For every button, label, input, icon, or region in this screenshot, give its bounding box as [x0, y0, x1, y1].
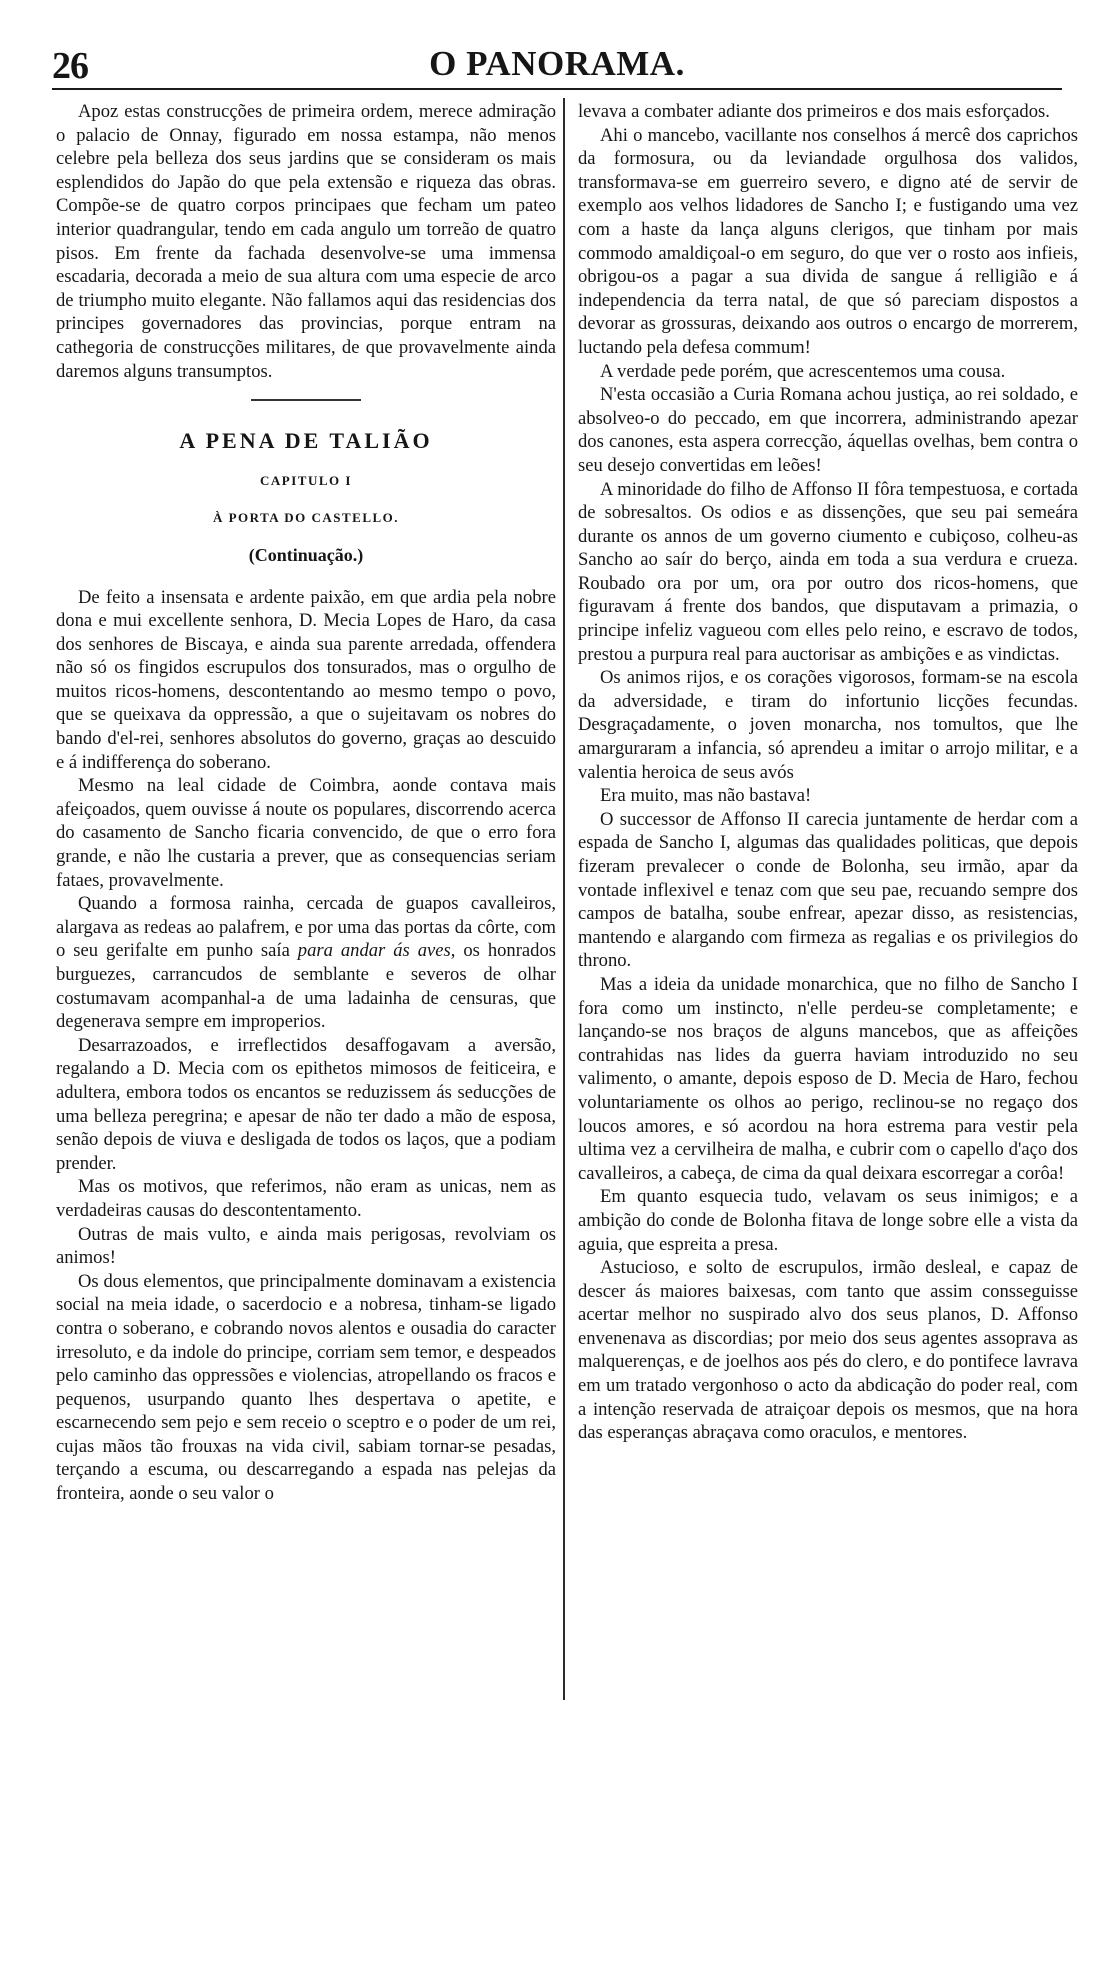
paragraph: O successor de Affonso II carecia juntamente de herdar com a espada de Sancho I, algumas das qualidades politicas, que depois fizeram prevalecer o conde de Bolonha, seu irmão, apar da vontade inflexivel e tenaz com que seu pae, recuando sempre dos campos de batalha, soube enfrear, apezar disso, as resistencias, mantendo e alargando com firmeza as regalias e os privilegios do throno. [578, 808, 1078, 972]
right-article-body [578, 100, 1078, 1445]
column-divider [563, 98, 565, 1700]
paragraph: A verdade pede porém, que acrescentemos uma cousa. [600, 360, 1006, 382]
paragraph: Era muito, mas não bastava! [600, 785, 812, 807]
left-article-body [56, 586, 556, 1506]
paragraph: Mesmo na leal cidade de Coimbra, aonde contava mais afeiçoados, quem ouvisse á noute os populares, discorrendo acerca do casamento de Sancho ficaria convencido, de que o erro fora grande, e não lhe custaria a prever, que as consequencias seriam fataes, provavelmente. [56, 775, 556, 891]
paragraph: Mas os motivos, que referimos, não eram as unicas, nem as verdadeiras causas do descontentamento. [56, 1176, 556, 1221]
chapter-heading: CAPITULO I [260, 472, 352, 488]
header-rule [52, 88, 1062, 90]
paragraph: Os animos rijos, e os corações vigorosos, formam-se na escola da adversidade, e tiram do infortunio licções fecundas. Desgraçadamente, o joven monarcha, nos tomultos, que lhe amarguraram a infancia, só aprendeu a imitar o arrojo militar, e a valentia heroica de seus avós [578, 667, 1078, 783]
italic-phrase: para andar ás aves [297, 940, 451, 962]
paragraph: Astucioso, e solto de escrupulos, irmão desleal, e capaz de descer ás maiores baixesas, com tanto que assim consseguisse acertar melhor no suspirado alvo dos seus planos, D. Affonso envenenava as discordias; por meio dos seus agentes assoprava as malquerenças, e de joelhos aos pés do clero, e do pontifece lavrava em um tratado vergonhoso o acto da abdicação do poder real, com a intenção reservada de atraiçoar depois os mesmos, que na hora das esperanças abraçava como oraculos, e mentores. [578, 1257, 1078, 1444]
right-column [578, 100, 1078, 1445]
page-header [52, 44, 1062, 90]
paragraph: Desarrazoados, e irreflectidos desaffogavam a aversão, regalando a D. Mecia com os epithetos mimosos de feiticeira, e adultera, embora todos os encantos se reduzissem ás seducções de uma belleza peregrina; e apesar de não ter dado a mão de esposa, senão depois de viuva e desligada de todos os laços, que a podiam prender. [56, 1034, 556, 1174]
paragraph: Os dous elementos, que principalmente dominavam a existencia social na meia idade, o sacerdocio e a nobresa, tinham-se ligado contra o soberano, e cobrando novos alentos e ousadia do caracter irresoluto, e da indole do principe, corriam sem temor, e despeados pelo caminho das oppressões e violencias, atropellando os fracos e pequenos, usurpando quanto lhes despertava o apetite, e escarnecendo sem pejo e sem receio o sceptro e o poder de um rei, cujas mãos tão frouxas na vida civil, sabiam tornar-se pesadas, terçando a escuma, ou descarregando a espada nas pelejas da fronteira, aonde o seu valor o [56, 1270, 556, 1505]
page-number: 26 [52, 45, 88, 87]
paragraph: N'esta occasião a Curia Romana achou justiça, ao rei soldado, e absolveo-o do peccado, em que incorrera, administrando apezar dos canones, esta aspera correcção, áquellas ovelhas, bem contra o seu desejo convertidas em leões! [578, 384, 1078, 476]
paragraph: De feito a insensata e ardente paixão, em que ardia pela nobre dona e mui excellente senhora, D. Mecia Lopes de Haro, da casa dos senhores de Biscaya, e ainda sua parente arredada, offendera não só os fingidos escrupulos dos tonsurados, mas o orgulho de muitos ricos-homens, descontentando ao mesmo tempo o povo, que se queixava da oppressão, a que o sujeitavam os nobres do bando d'el-rei, senhores absolutos do governo, graças ao descuido e á indifferença do soberano. [56, 586, 556, 773]
paragraph: Outras de mais vulto, e ainda mais perigosas, revolviam os animos! [56, 1223, 556, 1269]
masthead-title: O PANORAMA. [429, 44, 685, 83]
paragraph: Apoz estas construcções de primeira ordem, merece admiração o palacio de Onnay, figurado em nossa estampa, não menos celebre pela belleza dos seus jardins que se consideram os mais esplendidos do Japão do que pela extensão e riqueza das obras. Compõe-se de quatro corpos principaes que fecham um pateo interior quadrangular, tendo em cada angulo um torreão de quatro pisos. Em frente da fachada desenvolve-se uma immensa escadaria, decorada a meio de sua altura com uma especie de arco de triumpho muito elegante. Não fallamos aqui das residencias dos principes governadores das provincias, porque entram na cathegoria de construcções militares, de que provavelmente ainda daremos alguns transumptos. [56, 101, 556, 382]
paragraph: Mas a ideia da unidade monarchica, que no filho de Sancho I fora como um instincto, n'elle perdeu-se completamente; e lançando-se nos braços de alguns mancebos, que as affeições contrahidas nas lides da guerra haviam introduzido no seu valimento, o amante, depois esposo de D. Mecia de Haro, fechou voluntariamente os olhos ao perigo, reclinou-se no regaço dos loucos amores, e só acordou na hora estrema para vestir pela ultima vez a cervilheira de malha, e cubrir com o capello d'aço dos cavalleiros, a cabeça, de cima da qual deixara escorregar a corôa! [578, 973, 1078, 1184]
paragraph: levava a combater adiante dos primeiros e dos mais esforçados. [578, 101, 1050, 122]
paragraph: Quando a formosa rainha, cercada de guapos cavalleiros, alargava as redeas ao palafrem, e por uma das portas da côrte, com o seu gerifalte em punho saía para andar ás aves, os honrados burguezes, carrancudos de semblante e severos de olhar costumavam acompanhal-a de uma ladainha de censuras, que degenerava sempre em improperios. [56, 893, 556, 1033]
article-title: A PENA DE TALIÃO [179, 428, 433, 454]
chapter-subtitle: À PORTA DO CASTELLO. [212, 510, 400, 526]
intro-section [56, 100, 556, 383]
left-column [56, 100, 556, 1506]
section-separator [251, 399, 361, 401]
continuation-note: (Continuação.) [248, 544, 364, 565]
paragraph: Ahi o mancebo, vacillante nos conselhos á mercê dos caprichos da formosura, ou da leviandade orgulhosa dos validos, transformava-se em guerreiro severo, e digno até de servir de exemplo aos velhos lidadores de Sancho I; e fustigando uma vez com a haste da lança alguns clerigos, que tinham por mais commodo amaldiçoal-o em seguro, do que ver o rosto aos infieis, obrigou-os a pagar a sua divida de sangue á relligião e á independencia da terra natal, de que só pareciam dispostos a devorar as grossuras, deixando aos outros o encargo de morrerem, luctando pela defesa commum! [578, 124, 1078, 358]
paragraph: A minoridade do filho de Affonso II fôra tempestuosa, e cortada de sobresaltos. Os odios e as dissenções, que seu pai semeára durante os annos de um governo ciumento e cubiçoso, colheu-as Sancho ao saír do berço, ainda em toda a sua verdura e crueza. Roubado ora por um, ora por outro dos ricos-homens, que figuravam á frente dos bandos, que disputavam a primazia, o principe infeliz vagueou com elles pelo reino, e escravo de todos, prestou a purpura real para auctorisar as ambições e as vindictas. [578, 478, 1078, 665]
paragraph: Em quanto esquecia tudo, velavam os seus inimigos; e a ambição do conde de Bolonha fitava de longe sobre elle a vista da aguia, que espreita a presa. [578, 1186, 1078, 1255]
